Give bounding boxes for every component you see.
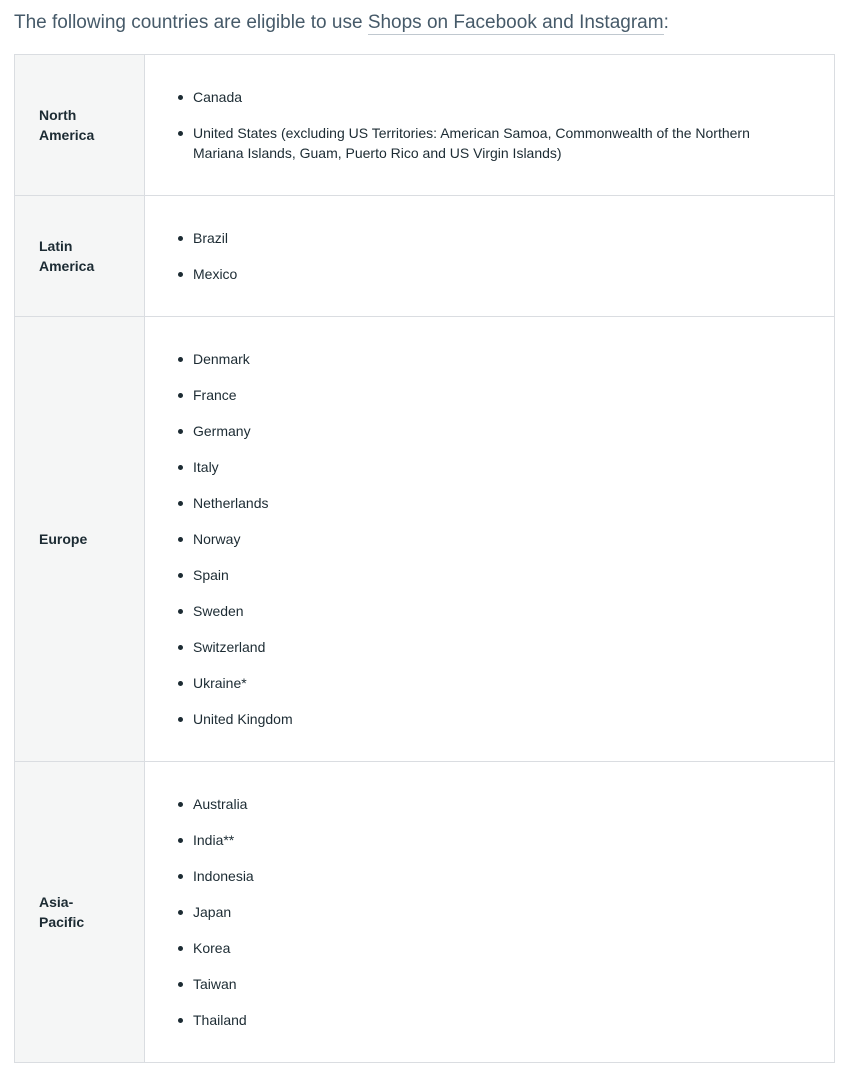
list-item: Netherlands xyxy=(145,493,774,513)
country-cell xyxy=(145,762,835,1063)
shops-link[interactable]: Shops on Facebook and Instagram xyxy=(367,12,664,33)
table-row xyxy=(15,196,835,317)
list-item: Denmark xyxy=(145,349,774,369)
country-list xyxy=(145,794,774,1030)
list-item: Indonesia xyxy=(145,866,774,886)
country-cell xyxy=(145,55,835,196)
list-item: Ukraine* xyxy=(145,673,774,693)
list-item: Mexico xyxy=(145,264,774,284)
list-item: Canada xyxy=(145,87,774,107)
list-item: Thailand xyxy=(145,1010,774,1030)
list-item: Germany xyxy=(145,421,774,441)
list-item: Norway xyxy=(145,529,774,549)
intro-text xyxy=(14,10,669,36)
list-item: Australia xyxy=(145,794,774,814)
list-item: Taiwan xyxy=(145,974,774,994)
region-cell xyxy=(15,762,145,1063)
region-name: Latin America xyxy=(39,238,95,274)
country-list xyxy=(145,228,774,284)
list-item: Switzerland xyxy=(145,637,774,657)
eligible-countries-table xyxy=(14,54,835,1063)
region-name: North America xyxy=(39,107,95,143)
table-row xyxy=(15,762,835,1063)
region-name: Asia-Pacific xyxy=(39,894,85,930)
list-item: Spain xyxy=(145,565,774,585)
region-cell xyxy=(15,196,145,317)
country-list xyxy=(145,349,774,729)
list-item: United Kingdom xyxy=(145,709,774,729)
region-cell xyxy=(15,55,145,196)
table-row xyxy=(15,317,835,762)
list-item: India** xyxy=(145,830,774,850)
country-cell xyxy=(145,196,835,317)
table-row xyxy=(15,55,835,196)
list-item: United States (excluding US Territories: American Samoa, Commonwealth of the Northern Mariana Islands, Guam, Puerto Rico and US Virgin Islands) xyxy=(145,123,774,163)
list-item: Japan xyxy=(145,902,774,922)
list-item: Korea xyxy=(145,938,774,958)
intro-text-before: The following countries are eligible to use xyxy=(14,12,368,33)
list-item: Brazil xyxy=(145,228,774,248)
country-cell xyxy=(145,317,835,762)
list-item: Sweden xyxy=(145,601,774,621)
country-list xyxy=(145,87,774,163)
region-cell xyxy=(15,317,145,762)
list-item: France xyxy=(145,385,774,405)
intro-text-after: : xyxy=(663,12,669,33)
region-name: Europe xyxy=(39,531,88,547)
list-item: Italy xyxy=(145,457,774,477)
